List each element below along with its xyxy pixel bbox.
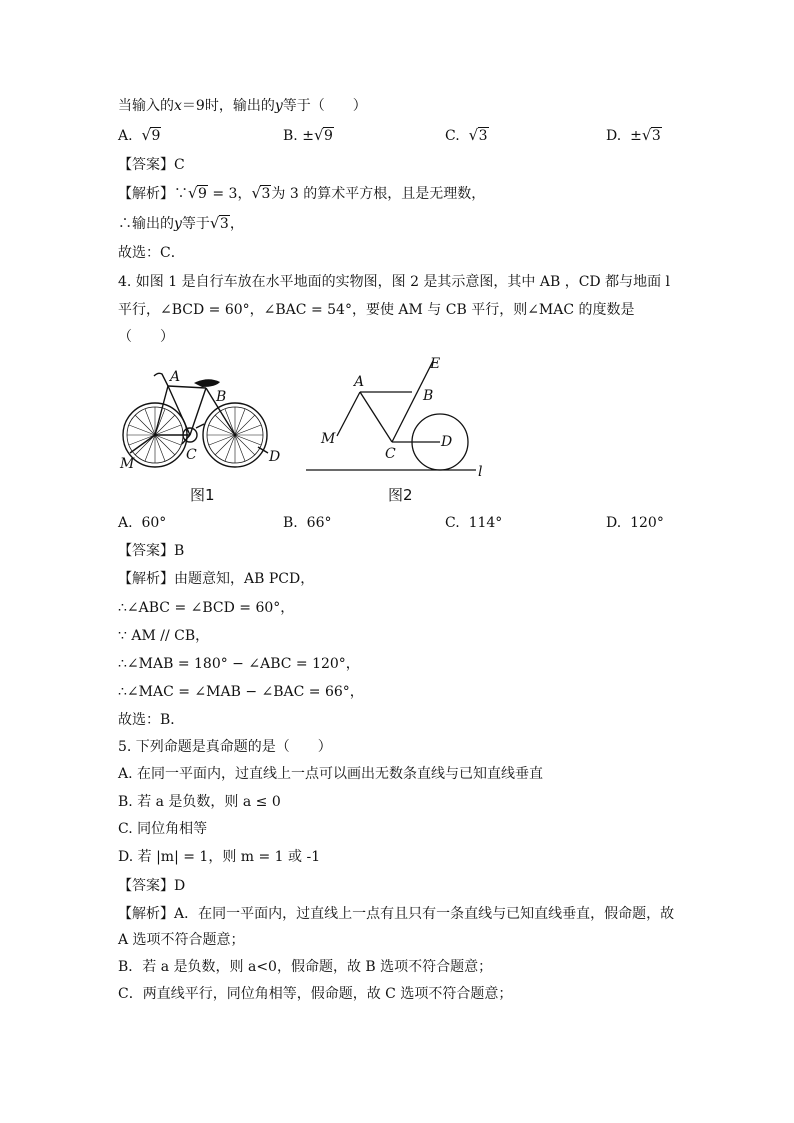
q3-option-a xyxy=(118,126,161,146)
q4-stem-line-3: （ ） xyxy=(118,329,174,345)
option-text: 120° xyxy=(630,515,664,531)
q3-option-d xyxy=(606,126,662,146)
q3-option-c xyxy=(445,126,489,146)
q3-stem-text: 当输入的 xyxy=(118,98,174,114)
fig2-label-a: A xyxy=(354,374,365,390)
radicand: 9 xyxy=(198,186,207,202)
q4-analysis-line-4: ∴∠MAB = 180° − ∠ABC = 120°， xyxy=(118,656,360,672)
sqrt-symbol xyxy=(141,126,161,146)
fig1-caption: 图1 xyxy=(190,486,215,504)
q5-stem: 5. 下列命题是真命题的是（ ） xyxy=(118,739,332,755)
fig1-label-b: B xyxy=(216,389,227,405)
q4-figures xyxy=(118,352,518,507)
q4-stem-line-1: 4. 如图 1 是自行车放在水平地面的实物图，图 2 是其示意图，其中 AB ，CD 都与地面 l xyxy=(118,274,671,290)
radicand: 3 xyxy=(478,128,488,144)
fig2-label-e: E xyxy=(430,356,441,372)
q3-analysis-line-2 xyxy=(118,214,244,234)
q4-stem-line-2: 平行，∠BCD = 60°，∠BAC = 54°，要使 AM 与 CB 平行，则∠MAC 的度数是 xyxy=(118,302,635,318)
radicand: 9 xyxy=(151,128,161,144)
option-text: 66° xyxy=(306,515,332,531)
analysis-text: 等于 xyxy=(181,216,210,232)
option-letter: D. xyxy=(606,128,622,144)
q5-analysis-line-4: C．两直线平行，同位角相等，假命题，故 C 选项不符合题意； xyxy=(118,986,513,1002)
fig2-caption: 图2 xyxy=(388,486,413,504)
q4-option-c xyxy=(445,513,502,533)
q5-analysis-line-2: A 选项不符合题意； xyxy=(118,932,245,948)
var-y: y xyxy=(274,98,283,114)
fig1-label-c: C xyxy=(186,447,197,463)
q4-option-d xyxy=(606,513,664,533)
fig2-label-d: D xyxy=(441,434,453,450)
q3-stem-text-2: ＝9时，输出的 xyxy=(181,98,275,114)
fig1-label-d: D xyxy=(269,449,281,465)
q5-analysis-line-3: B．若 a 是负数，则 a<0，假命题，故 B 选项不符合题意； xyxy=(118,959,493,975)
q5-option-a: A. 在同一平面内，过直线上一点可以画出无数条直线与已知直线垂直 xyxy=(118,766,544,782)
option-letter: C. xyxy=(445,128,460,144)
option-letter: B. xyxy=(283,515,298,531)
fig2-label-l: l xyxy=(478,464,483,480)
analysis-text: 为 3 的算术平方根，且是无理数， xyxy=(271,186,486,202)
radicand: 9 xyxy=(323,128,333,144)
q3-stem-text-3: 等于（ ） xyxy=(282,98,367,114)
fig1-label-a: A xyxy=(170,369,181,385)
sqrt-symbol xyxy=(314,126,334,146)
analysis-label: 【解析】 xyxy=(118,186,174,202)
q4-choose: 故选：B． xyxy=(118,712,185,728)
sqrt-symbol xyxy=(188,184,208,204)
option-letter: C. xyxy=(445,515,460,531)
fig2-label-m: M xyxy=(321,431,336,447)
q4-option-b xyxy=(283,513,331,533)
option-letter: A. xyxy=(118,515,133,531)
option-letter: B. xyxy=(283,128,298,144)
q3-analysis-line-1 xyxy=(118,184,485,204)
sqrt-symbol xyxy=(251,184,271,204)
q3-choose: 故选：C． xyxy=(118,245,185,261)
q4-answer: 【答案】B xyxy=(118,543,185,559)
q3-option-b xyxy=(283,126,334,146)
fig2-label-c: C xyxy=(385,446,396,462)
q5-analysis-line-1: 【解析】A．在同一平面内，过直线上一点有且只有一条直线与已知直线垂直，假命题，故 xyxy=(118,906,675,922)
sqrt-symbol xyxy=(469,126,489,146)
radicand: 3 xyxy=(651,128,661,144)
q4-analysis-line-2: ∴∠ABC = ∠BCD = 60°， xyxy=(118,600,295,616)
sqrt-symbol xyxy=(642,126,662,146)
q3-stem xyxy=(118,96,367,116)
option-text: 114° xyxy=(468,515,503,531)
because-symbol: ∵ xyxy=(174,186,188,202)
option-letter: A. xyxy=(118,128,133,144)
q4-option-a xyxy=(118,513,166,533)
q4-analysis-line-5: ∴∠MAC = ∠MAB − ∠BAC = 66°， xyxy=(118,684,364,700)
equation-text: = 3， xyxy=(207,186,252,202)
sqrt-symbol xyxy=(210,214,230,234)
saddle xyxy=(194,379,220,387)
fig1-label-m: M xyxy=(120,456,135,472)
var-y: y xyxy=(174,216,182,232)
therefore-text: ∴输出的 xyxy=(118,216,174,232)
q4-analysis-line-3: ∵ AM // CB， xyxy=(118,628,210,644)
punctuation: ， xyxy=(229,216,244,232)
option-text: 60° xyxy=(141,515,167,531)
q5-option-c: C. 同位角相等 xyxy=(118,821,208,837)
q3-answer: 【答案】C xyxy=(118,157,185,173)
q5-option-b: B. 若 a 是负数，则 a ≤ 0 xyxy=(118,794,281,810)
fig2-label-b: B xyxy=(423,388,434,404)
radicand: 3 xyxy=(261,186,271,202)
option-prefix: ± xyxy=(302,128,314,144)
radicand: 3 xyxy=(219,216,229,232)
q4-analysis-line-1: 【解析】由题意知，AB PCD， xyxy=(118,571,315,587)
option-letter: D. xyxy=(606,515,622,531)
var-x: x xyxy=(174,98,182,114)
q5-answer: 【答案】D xyxy=(118,878,186,894)
option-prefix: ± xyxy=(630,128,642,144)
q5-option-d: D. 若 |m| = 1，则 m = 1 或 -1 xyxy=(118,849,321,865)
